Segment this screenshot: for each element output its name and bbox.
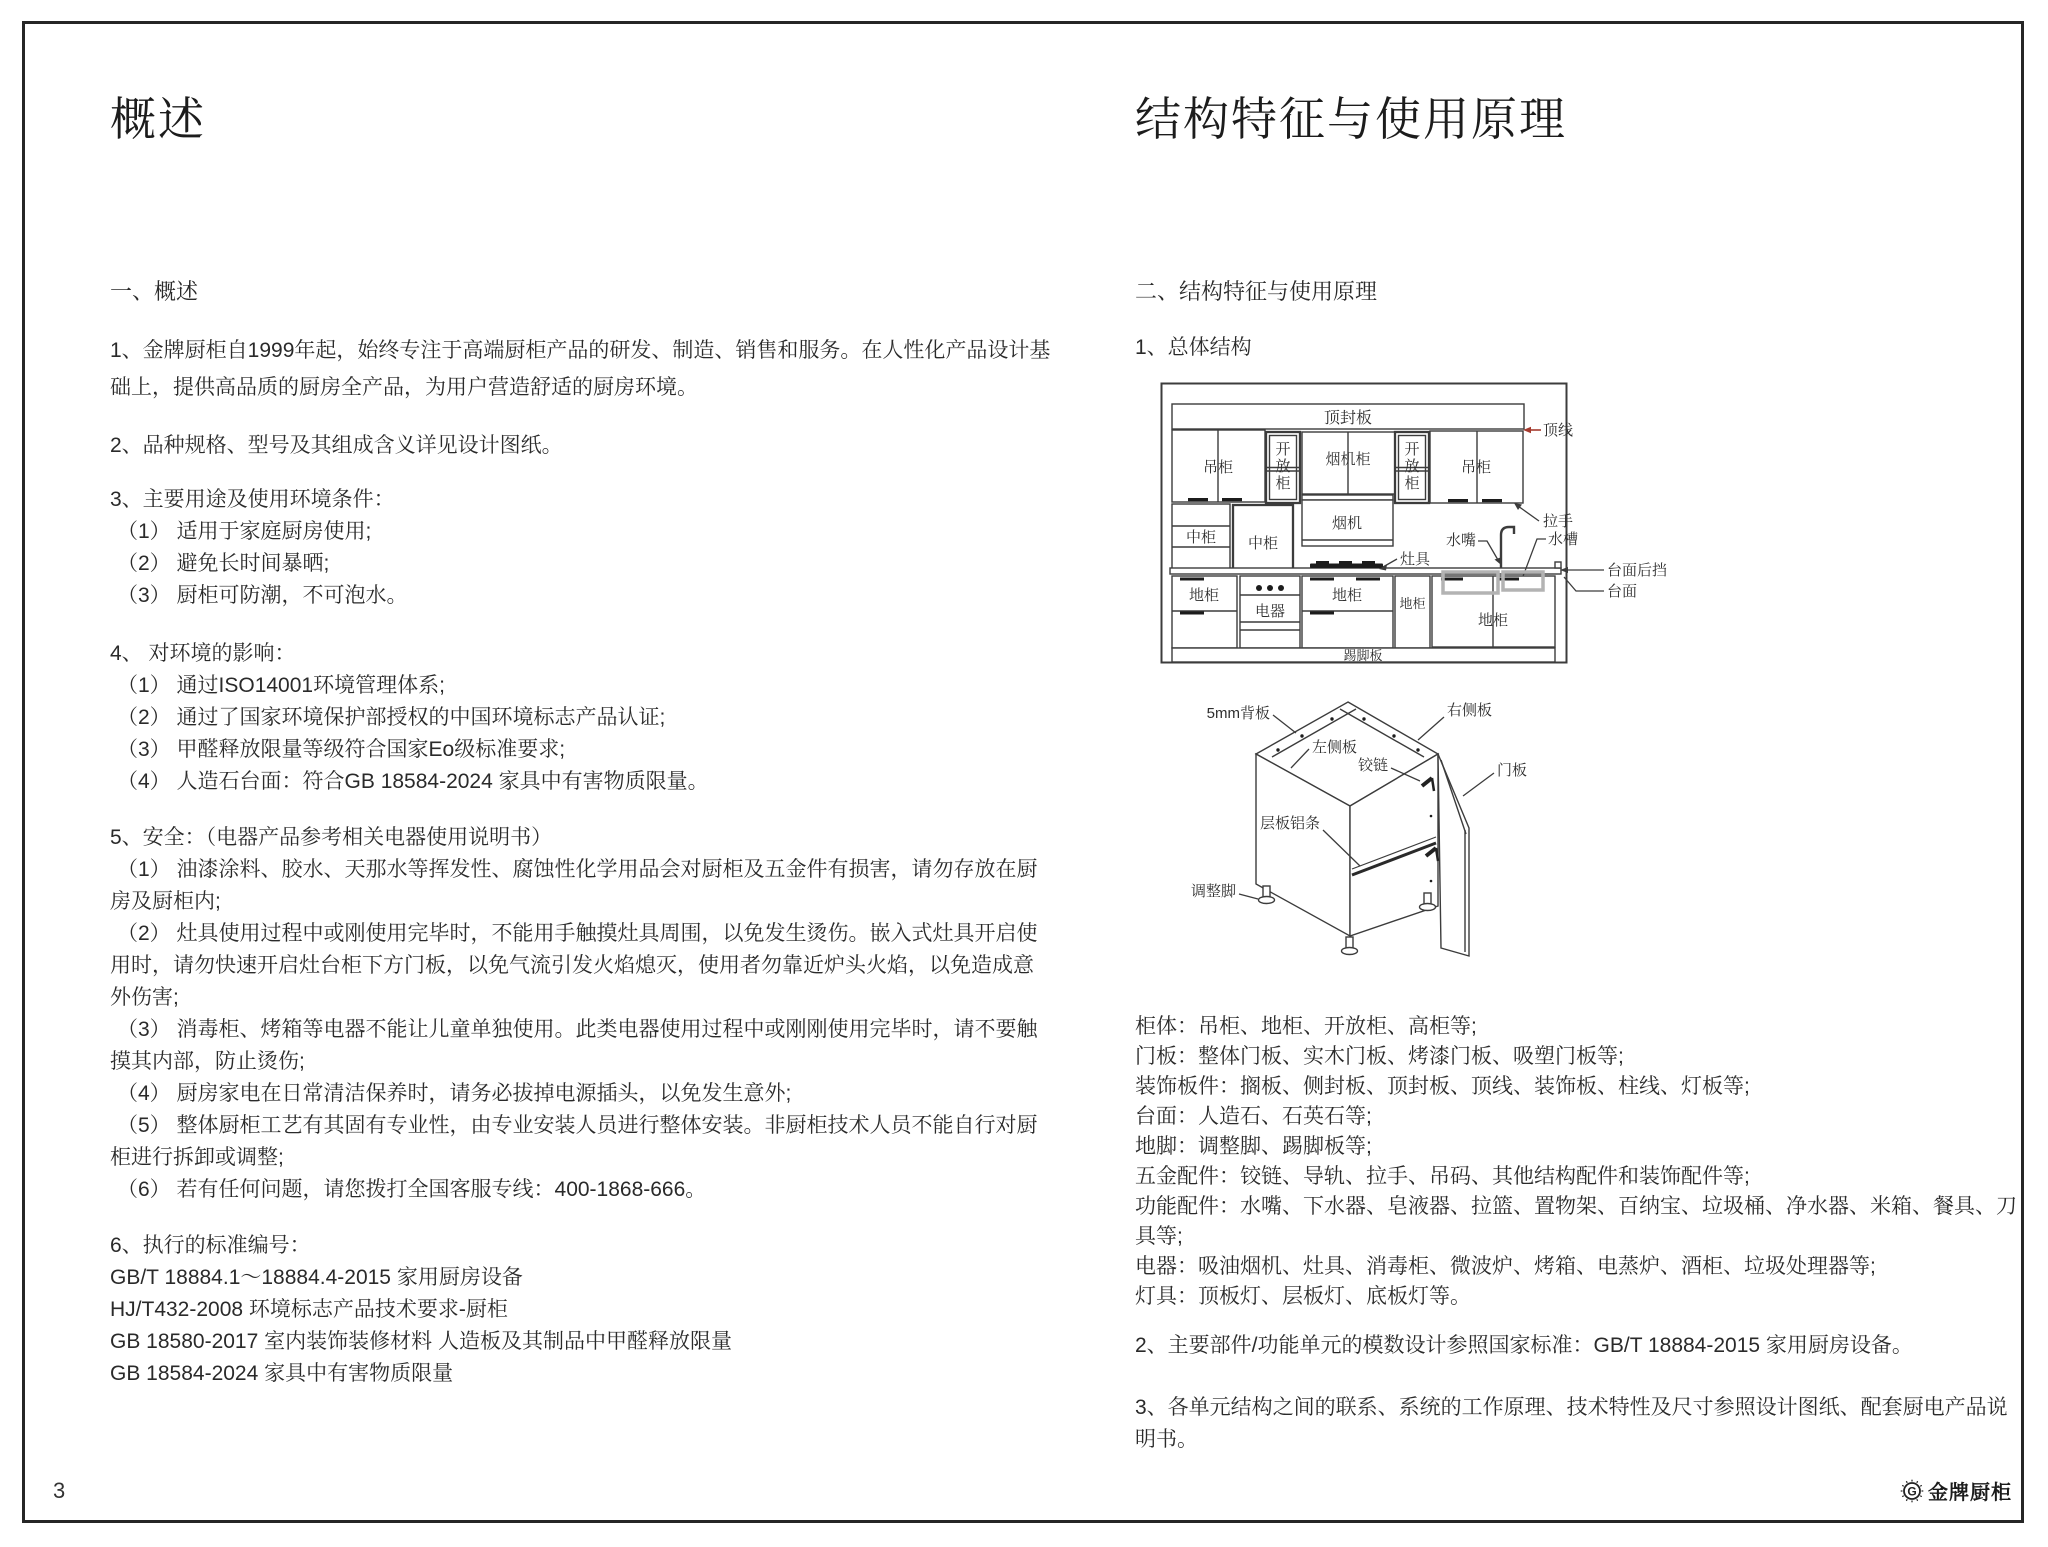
label-open-cabinet-char: 放 bbox=[1275, 458, 1291, 475]
label-hinge: 铰链 bbox=[1357, 757, 1388, 774]
label-tap: 水嘴 bbox=[1445, 532, 1476, 549]
label-base-cabinet: 地柜 bbox=[1477, 612, 1509, 629]
label-open-cabinet-char: 开 bbox=[1404, 441, 1420, 458]
left-section-heading: 一、概述 bbox=[110, 279, 199, 304]
list-item: （3） 消毒柜、烤箱等电器不能让儿童单独使用。此类电器使用过程中或刚刚使用完毕时，请不要触摸其内部，防止烫伤; bbox=[110, 1018, 1038, 1073]
component-line: 台面：人造石、石英石等; bbox=[1135, 1105, 1372, 1128]
label-right-panel: 右侧板 bbox=[1447, 702, 1493, 719]
label-crown-line: 顶线 bbox=[1543, 422, 1574, 439]
label-handle: 拉手 bbox=[1543, 513, 1574, 530]
left-page bbox=[110, 88, 1052, 1416]
page-number: 3 bbox=[53, 1478, 66, 1503]
brand-logo-letter: G bbox=[1907, 1484, 1917, 1498]
group-usage bbox=[110, 484, 1052, 612]
label-hood-cabinet: 烟机柜 bbox=[1325, 451, 1371, 468]
list-item: （1） 适用于家庭厨房使用; bbox=[117, 520, 372, 543]
group-standards bbox=[110, 1230, 1052, 1390]
label-top-board: 顶封板 bbox=[1323, 410, 1373, 427]
label-open-cabinet-char: 开 bbox=[1275, 441, 1291, 458]
paragraph-spec: 2、品种规格、型号及其组成含义详见设计图纸。 bbox=[110, 434, 563, 457]
paragraph-module-standard: 2、主要部件/功能单元的模数设计参照国家标准：GB/T 18884-2015 家用厨房设备。 bbox=[1135, 1334, 1913, 1357]
paragraph-unit-relation: 3、各单元结构之间的联系、系统的工作原理、技术特性及尺寸参照设计图纸、配套厨电产品说明书。 bbox=[1135, 1396, 2008, 1451]
kitchen-elevation-diagram bbox=[1160, 382, 1680, 674]
label-back-panel: 5mm背板 bbox=[1206, 705, 1270, 722]
group-standards-head: 6、执行的标准编号： bbox=[110, 1234, 311, 1257]
label-open-cabinet-char: 柜 bbox=[1404, 475, 1420, 492]
label-appliance: 电器 bbox=[1254, 603, 1286, 620]
standard-line: GB/T 18884.1～18884.4-2015 家用厨房设备 bbox=[110, 1266, 523, 1289]
label-wall-cabinet: 吊柜 bbox=[1460, 459, 1492, 476]
list-item: （2） 避免长时间暴晒; bbox=[117, 552, 330, 575]
list-item: （2） 灶具使用过程中或刚使用完毕时，不能用手触摸灶具周围，以免发生烫伤。嵌入式灶具开启使用时，请勿快速开启灶台柜下方门板，以免气流引发火焰熄灭，使用者勿靠近炉头火焰，以免造成意外伤害; bbox=[110, 922, 1038, 1009]
label-base-cabinet: 地柜 bbox=[1188, 587, 1220, 604]
right-page-title: 结构特征与使用原理 bbox=[1135, 93, 1567, 145]
brand-name: 金牌厨柜 bbox=[1928, 1482, 2012, 1504]
component-line: 地脚：调整脚、踢脚板等; bbox=[1135, 1135, 1372, 1158]
list-item: （1） 通过ISO14001环境管理体系; bbox=[117, 674, 445, 697]
label-leveler: 调整脚 bbox=[1190, 883, 1236, 900]
label-wall-cabinet: 吊柜 bbox=[1202, 459, 1234, 476]
group-environment-head: 4、 对环境的影响： bbox=[110, 642, 296, 665]
label-open-cabinet-char: 柜 bbox=[1275, 475, 1291, 492]
label-shelf-strip: 层板铝条 bbox=[1259, 815, 1320, 832]
component-list bbox=[1135, 1012, 2025, 1312]
base-cabinet-structure-diagram bbox=[1160, 696, 1580, 976]
label-base-cabinet: 地柜 bbox=[1331, 587, 1363, 604]
label-counter-back: 台面后挡 bbox=[1607, 562, 1668, 579]
label-base-cabinet: 地柜 bbox=[1399, 596, 1426, 611]
list-item: （5） 整体厨柜工艺有其固有专业性，由专业安装人员进行整体安装。非厨柜技术人员不能自行对厨柜进行拆卸或调整; bbox=[110, 1114, 1038, 1169]
group-safety bbox=[110, 822, 1052, 1206]
right-page bbox=[1135, 88, 2025, 1456]
component-line: 功能配件：水嘴、下水器、皂液器、拉篮、置物架、百纳宝、垃圾桶、净水器、米箱、餐具、刀具等; bbox=[1135, 1195, 2017, 1248]
label-kickboard: 踢脚板 bbox=[1343, 648, 1383, 663]
list-item: （6） 若有任何问题，请您拨打全国客服专线：400-1868-666。 bbox=[117, 1178, 707, 1201]
standard-line: HJ/T432-2008 环境标志产品技术要求-厨柜 bbox=[110, 1298, 508, 1321]
component-line: 装饰板件：搁板、侧封板、顶封板、顶线、装饰板、柱线、灯板等; bbox=[1135, 1075, 1750, 1098]
brand-logo-icon bbox=[1899, 1478, 1925, 1504]
component-line: 电器：吸油烟机、灶具、消毒柜、微波炉、烤箱、电蒸炉、酒柜、垃圾处理器等; bbox=[1135, 1255, 1876, 1278]
label-cooktop: 灶具 bbox=[1400, 551, 1431, 568]
list-item: （1） 油漆涂料、胶水、天那水等挥发性、腐蚀性化学用品会对厨柜及五金件有损害，请勿存放在厨房及厨柜内; bbox=[110, 858, 1038, 913]
label-counter: 台面 bbox=[1607, 583, 1638, 600]
component-line: 五金配件：铰链、导轨、拉手、吊码、其他结构配件和装饰配件等; bbox=[1135, 1165, 1750, 1188]
label-left-panel: 左侧板 bbox=[1312, 739, 1358, 756]
label-open-cabinet-char: 放 bbox=[1404, 458, 1420, 475]
standard-line: GB 18584-2024 家具中有害物质限量 bbox=[110, 1362, 454, 1385]
list-item: （4） 人造石台面：符合GB 18584-2024 家具中有害物质限量。 bbox=[117, 770, 709, 793]
group-usage-head: 3、主要用途及使用环境条件： bbox=[110, 488, 395, 511]
list-item: （3） 甲醛释放限量等级符合国家Eo级标准要求; bbox=[117, 738, 566, 761]
label-door-panel: 门板 bbox=[1497, 762, 1528, 779]
component-line: 灯具：顶板灯、层板灯、底板灯等。 bbox=[1135, 1285, 1471, 1308]
group-safety-head: 5、安全：（电器产品参考相关电器使用说明书） bbox=[110, 826, 553, 849]
standard-line: GB 18580-2017 室内装饰装修材料 人造板及其制品中甲醛释放限量 bbox=[110, 1330, 732, 1353]
component-line: 门板：整体门板、实木门板、烤漆门板、吸塑门板等; bbox=[1135, 1045, 1624, 1068]
label-sink: 水槽 bbox=[1548, 531, 1579, 548]
label-mid-cabinet: 中柜 bbox=[1247, 535, 1279, 552]
right-section-heading: 二、结构特征与使用原理 bbox=[1135, 279, 1378, 304]
brand-footer bbox=[1899, 1476, 2012, 1505]
paragraph-company: 1、金牌厨柜自1999年起，始终专注于高端厨柜产品的研发、制造、销售和服务。在人性化产品设计基础上，提供高品质的厨房全产品，为用户营造舒适的厨房环境。 bbox=[110, 339, 1051, 399]
overall-structure-heading: 1、总体结构 bbox=[1135, 336, 1252, 359]
list-item: （4） 厨房家电在日常清洁保养时，请务必拔掉电源插头，以免发生意外; bbox=[117, 1082, 792, 1105]
group-environment bbox=[110, 638, 1052, 798]
list-item: （3） 厨柜可防潮，不可泡水。 bbox=[117, 584, 408, 607]
component-line: 柜体：吊柜、地柜、开放柜、高柜等; bbox=[1135, 1015, 1477, 1038]
label-hood: 烟机 bbox=[1331, 515, 1363, 532]
label-mid-cabinet: 中柜 bbox=[1185, 529, 1217, 546]
list-item: （2） 通过了国家环境保护部授权的中国环境标志产品认证; bbox=[117, 706, 666, 729]
left-page-title: 概述 bbox=[110, 93, 206, 145]
